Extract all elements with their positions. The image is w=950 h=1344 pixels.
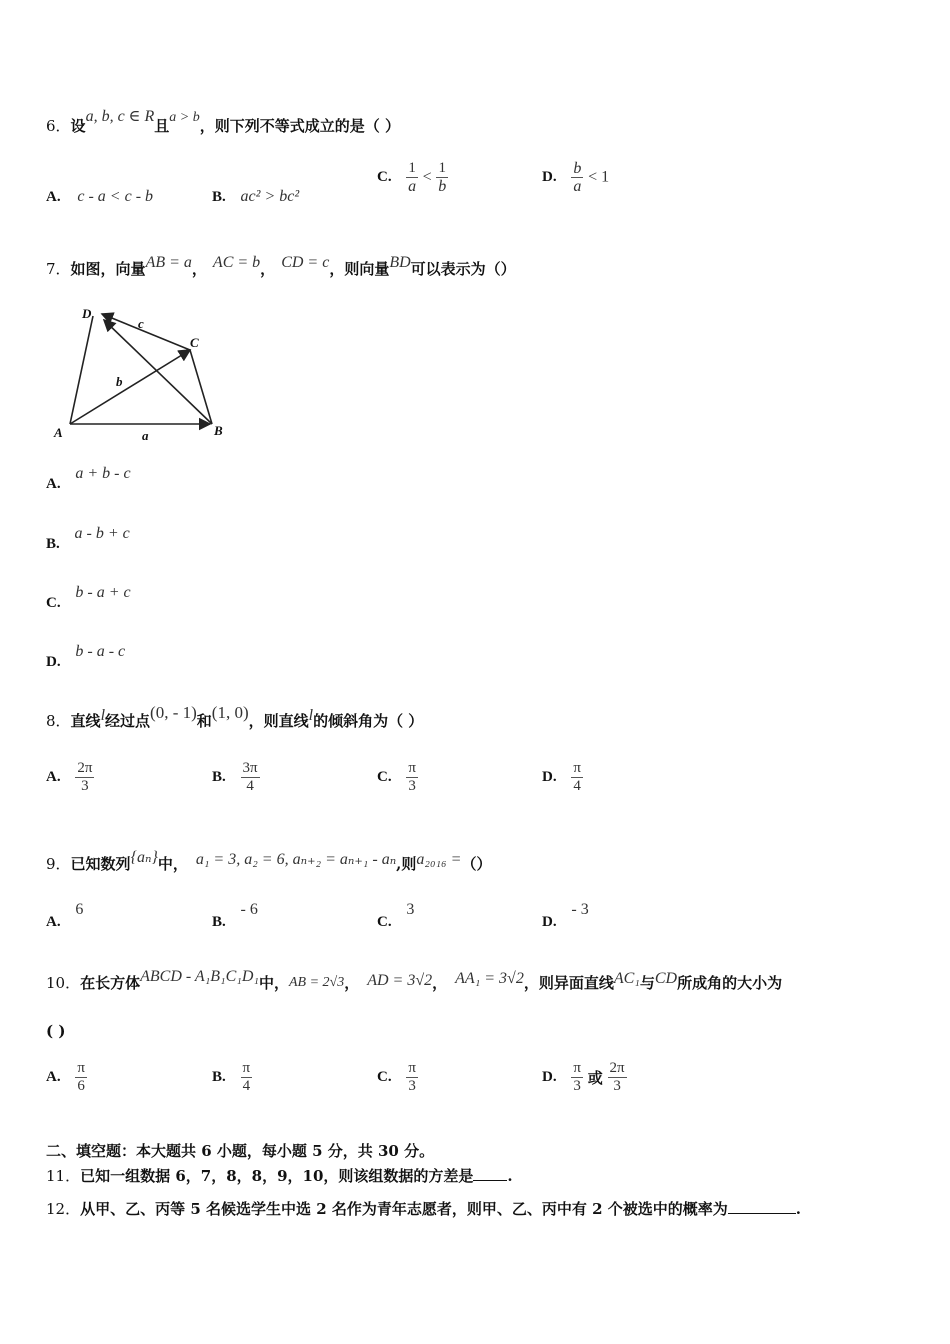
fraction: $\frac{b}{a}$	[573, 160, 582, 195]
option-c[interactable]: C. 3	[377, 901, 415, 930]
option-a[interactable]: A. c - a < c - b	[46, 188, 154, 205]
option-b[interactable]: B. ac² > bc²	[212, 188, 300, 205]
answer-blank[interactable]	[473, 1180, 507, 1181]
question-number: 10．	[46, 974, 81, 992]
question-10-stem: 10．在长方体ABCD - A₁B₁C₁D₁中，AB = 2√3， AD = 3√2， AA₁ = 3√2，则异面直线AC₁与CD所成角的大小为	[46, 968, 783, 992]
option-value: 3	[406, 901, 415, 918]
option-a[interactable]: A. $\frac{\pi}{6}$	[46, 1060, 85, 1094]
question-number: 7．	[46, 260, 71, 278]
math-condition: a, b, c ∈ R	[85, 108, 155, 125]
option-d[interactable]: D. $\frac{\pi}{4}$	[542, 760, 581, 794]
option-math: ac² > bc²	[240, 188, 300, 205]
option-d[interactable]: D. b - a - c	[46, 643, 126, 670]
question-number: 12．	[46, 1200, 81, 1218]
label-vec-c: c	[138, 316, 144, 331]
option-math: b - a - c	[75, 643, 126, 660]
answer-parentheses: ( )	[46, 1022, 66, 1040]
question-number: 6．	[46, 117, 71, 135]
label-c: C	[190, 335, 199, 350]
option-math: a - b + c	[74, 525, 130, 542]
option-c[interactable]: C. b - a + c	[46, 584, 131, 611]
option-d[interactable]: D. - 3	[542, 901, 589, 930]
label-vec-b: b	[116, 374, 123, 389]
fraction: $\frac{3\pi}{4}$	[242, 760, 258, 794]
question-11: 11．已知一组数据 6，7，8，8，9，10，则该组数据的方差是 .	[46, 1167, 513, 1185]
fraction: $\frac{\pi}{3}$	[408, 760, 416, 794]
label-a: A	[54, 425, 63, 440]
fraction: $\frac{\pi}{3}$	[573, 1060, 581, 1094]
option-c[interactable]: C. $\frac{1}{a}$ < $\frac{1}{b}$	[377, 160, 447, 195]
answer-blank[interactable]	[728, 1213, 796, 1214]
option-d[interactable]: D. $\frac{b}{a}$ < 1	[542, 160, 610, 195]
question-8-stem: 8．直线l经过点(0, - 1)和(1, 0)，则直线l的倾斜角为（ ）	[46, 703, 424, 730]
option-d[interactable]: D. $\frac{\pi}{3}$ 或 $\frac{2\pi}{3}$	[542, 1060, 625, 1094]
fraction: $\frac{1}{b}$	[438, 160, 447, 195]
option-b[interactable]: B. $\frac{\pi}{4}$	[212, 1060, 251, 1094]
option-value: - 3	[571, 901, 589, 918]
option-a[interactable]: A. $\frac{2\pi}{3}$	[46, 760, 93, 794]
option-a[interactable]: A. a + b - c	[46, 465, 131, 492]
option-c[interactable]: C. $\frac{\pi}{3}$	[377, 1060, 416, 1094]
question-number: 9．	[46, 855, 71, 873]
question-12: 12．从甲、乙、丙等 5 名候选学生中选 2 名作为青年志愿者，则甲、乙、丙中有 2 个被选中的概率为 .	[46, 1200, 801, 1218]
option-b[interactable]: B. $\frac{3\pi}{4}$	[212, 760, 258, 794]
option-math: c - a < c - b	[77, 188, 154, 205]
question-number: 8．	[46, 712, 71, 730]
vector-figure	[48, 300, 238, 445]
label-vec-a: a	[142, 428, 149, 443]
question-number: 11．	[46, 1167, 81, 1185]
vector-cd	[102, 314, 190, 350]
option-b[interactable]: B. - 6	[212, 901, 258, 930]
fraction: $\frac{\pi}{4}$	[573, 760, 581, 794]
fraction: $\frac{\pi}{4}$	[242, 1060, 251, 1094]
option-a[interactable]: A. 6	[46, 901, 84, 930]
option-math: b - a + c	[75, 584, 131, 601]
option-value: 6	[75, 901, 84, 918]
question-9-stem: 9．已知数列{aₙ}中， a₁ = 3, a₂ = 6, aₙ₊₂ = aₙ₊₁ - aₙ,则a₂₀₁₆ =（）	[46, 849, 492, 873]
question-7-stem: 7．如图，向量AB = a， AC = b， CD = c，则向量BD可以表示为（）	[46, 254, 516, 278]
math-condition: a > b	[169, 110, 200, 125]
fraction: $\frac{\pi}{6}$	[77, 1060, 85, 1094]
segment-ad	[70, 316, 93, 424]
option-b[interactable]: B. a - b + c	[46, 525, 130, 552]
option-math: a + b - c	[75, 465, 131, 482]
fraction: $\frac{2\pi}{3}$	[77, 760, 93, 794]
section-heading: 二、填空题：本大题共 6 小题，每小题 5 分，共 30 分。	[46, 1142, 435, 1160]
question-6-stem: 6．设a, b, c ∈ R且a > b，则下列不等式成立的是（ ）	[46, 108, 400, 135]
vector-ac	[70, 350, 190, 424]
label-d: D	[82, 306, 92, 321]
option-c[interactable]: C. $\frac{\pi}{3}$	[377, 760, 416, 794]
fraction: $\frac{1}{a}$	[408, 160, 417, 195]
label-b: B	[214, 423, 223, 438]
fraction: $\frac{2\pi}{3}$	[609, 1060, 625, 1094]
fraction: $\frac{\pi}{3}$	[408, 1060, 416, 1094]
option-value: - 6	[240, 901, 258, 918]
